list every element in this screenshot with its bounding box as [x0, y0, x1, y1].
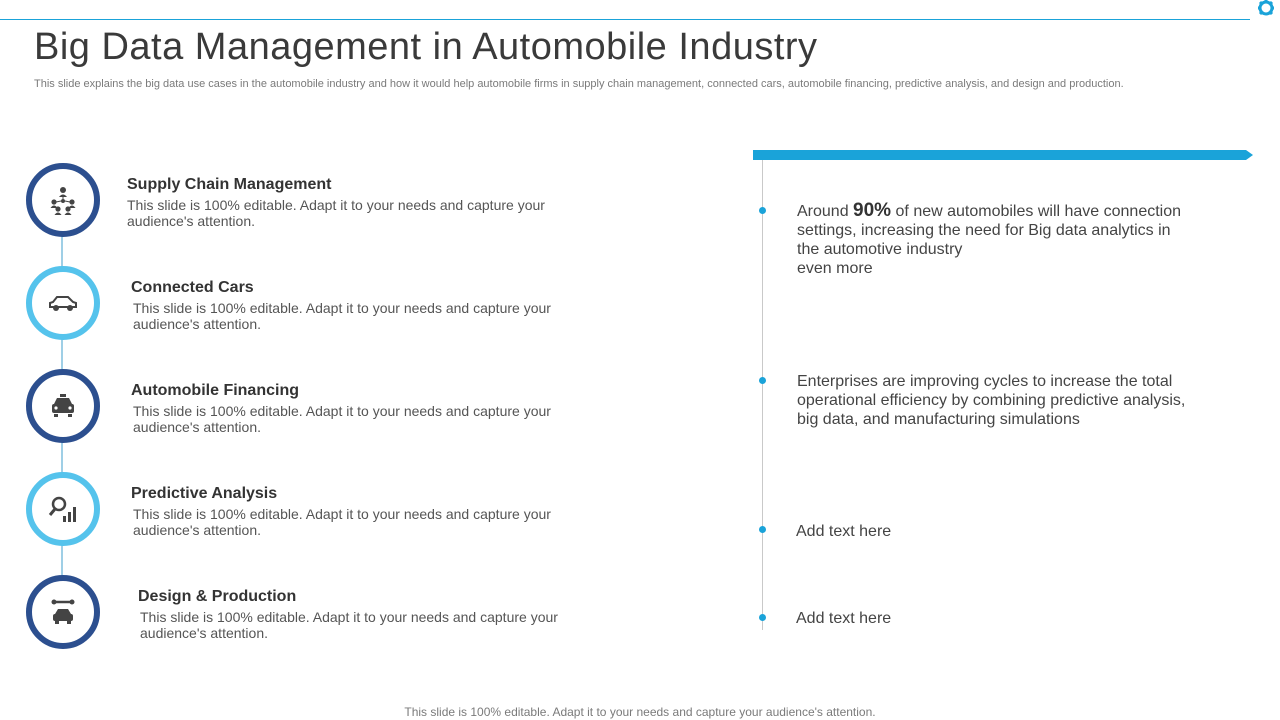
- top-rule: [0, 19, 1250, 20]
- wrench-car-icon: [46, 595, 80, 629]
- page-subtitle: This slide explains the big data use cases in the automobile industry and how it would help automobile firms in supply chain management, connected cars, automobile financing, predictive analysis, and design and production.: [34, 78, 1124, 90]
- point-highlight: 90%: [853, 200, 892, 221]
- use-case-description: This slide is 100% editable. Adapt it to your needs and capture your audience's attention.: [133, 403, 551, 435]
- bullet-dot: [759, 614, 766, 621]
- use-case-title: Connected Cars: [131, 279, 254, 296]
- right-timeline-line: [762, 160, 763, 630]
- connected-cars-circle: [26, 266, 100, 340]
- page-title: Big Data Management in Automobile Industry: [34, 26, 818, 68]
- use-case-financing: [131, 382, 573, 435]
- point-stat: [797, 201, 1197, 278]
- taxi-icon: [46, 389, 80, 423]
- people-network-icon: [46, 183, 80, 217]
- bullet-dot: [759, 377, 766, 384]
- point-text-extra: even more: [797, 260, 873, 277]
- use-case-design: [138, 588, 580, 641]
- point-text: of new automobiles will have connection settings, increasing the need for Big data analytics in the automotive industry: [797, 203, 1182, 258]
- use-case-description: This slide is 100% editable. Adapt it to your needs and capture your audience's attention.: [133, 506, 551, 538]
- point-placeholder: Add text here: [796, 610, 892, 627]
- analytics-icon: [46, 492, 80, 526]
- use-case-title: Predictive Analysis: [131, 485, 278, 502]
- footer-note: This slide is 100% editable. Adapt it to your needs and capture your audience's attention.: [404, 705, 876, 719]
- gear-icon: [1254, 0, 1276, 20]
- use-case-title: Supply Chain Management: [127, 176, 332, 193]
- point-placeholder: Add text here: [796, 523, 892, 540]
- point-enterprises: Enterprises are improving cycles to increase the total operational efficiency by combining predictive analysis, big data, and manufacturing simulations: [797, 373, 1186, 428]
- use-case-description: This slide is 100% editable. Adapt it to your needs and capture your audience's attention.: [127, 197, 545, 229]
- banner-bar: [753, 150, 1253, 160]
- use-case-predictive: [131, 485, 573, 538]
- use-case-title: Design & Production: [138, 588, 297, 605]
- bullet-dot: [759, 526, 766, 533]
- point-prefix: Around: [797, 203, 854, 220]
- design-circle: [26, 575, 100, 649]
- use-case-supply-chain: [127, 176, 567, 229]
- use-case-description: This slide is 100% editable. Adapt it to your needs and capture your audience's attention.: [133, 300, 551, 332]
- car-icon: [46, 286, 80, 320]
- use-case-connected-cars: [131, 279, 573, 332]
- use-case-description: This slide is 100% editable. Adapt it to your needs and capture your audience's attention.: [140, 609, 558, 641]
- bullet-dot: [759, 207, 766, 214]
- predictive-circle: [26, 472, 100, 546]
- use-case-title: Automobile Financing: [131, 382, 299, 399]
- supply-chain-circle: [26, 163, 100, 237]
- financing-circle: [26, 369, 100, 443]
